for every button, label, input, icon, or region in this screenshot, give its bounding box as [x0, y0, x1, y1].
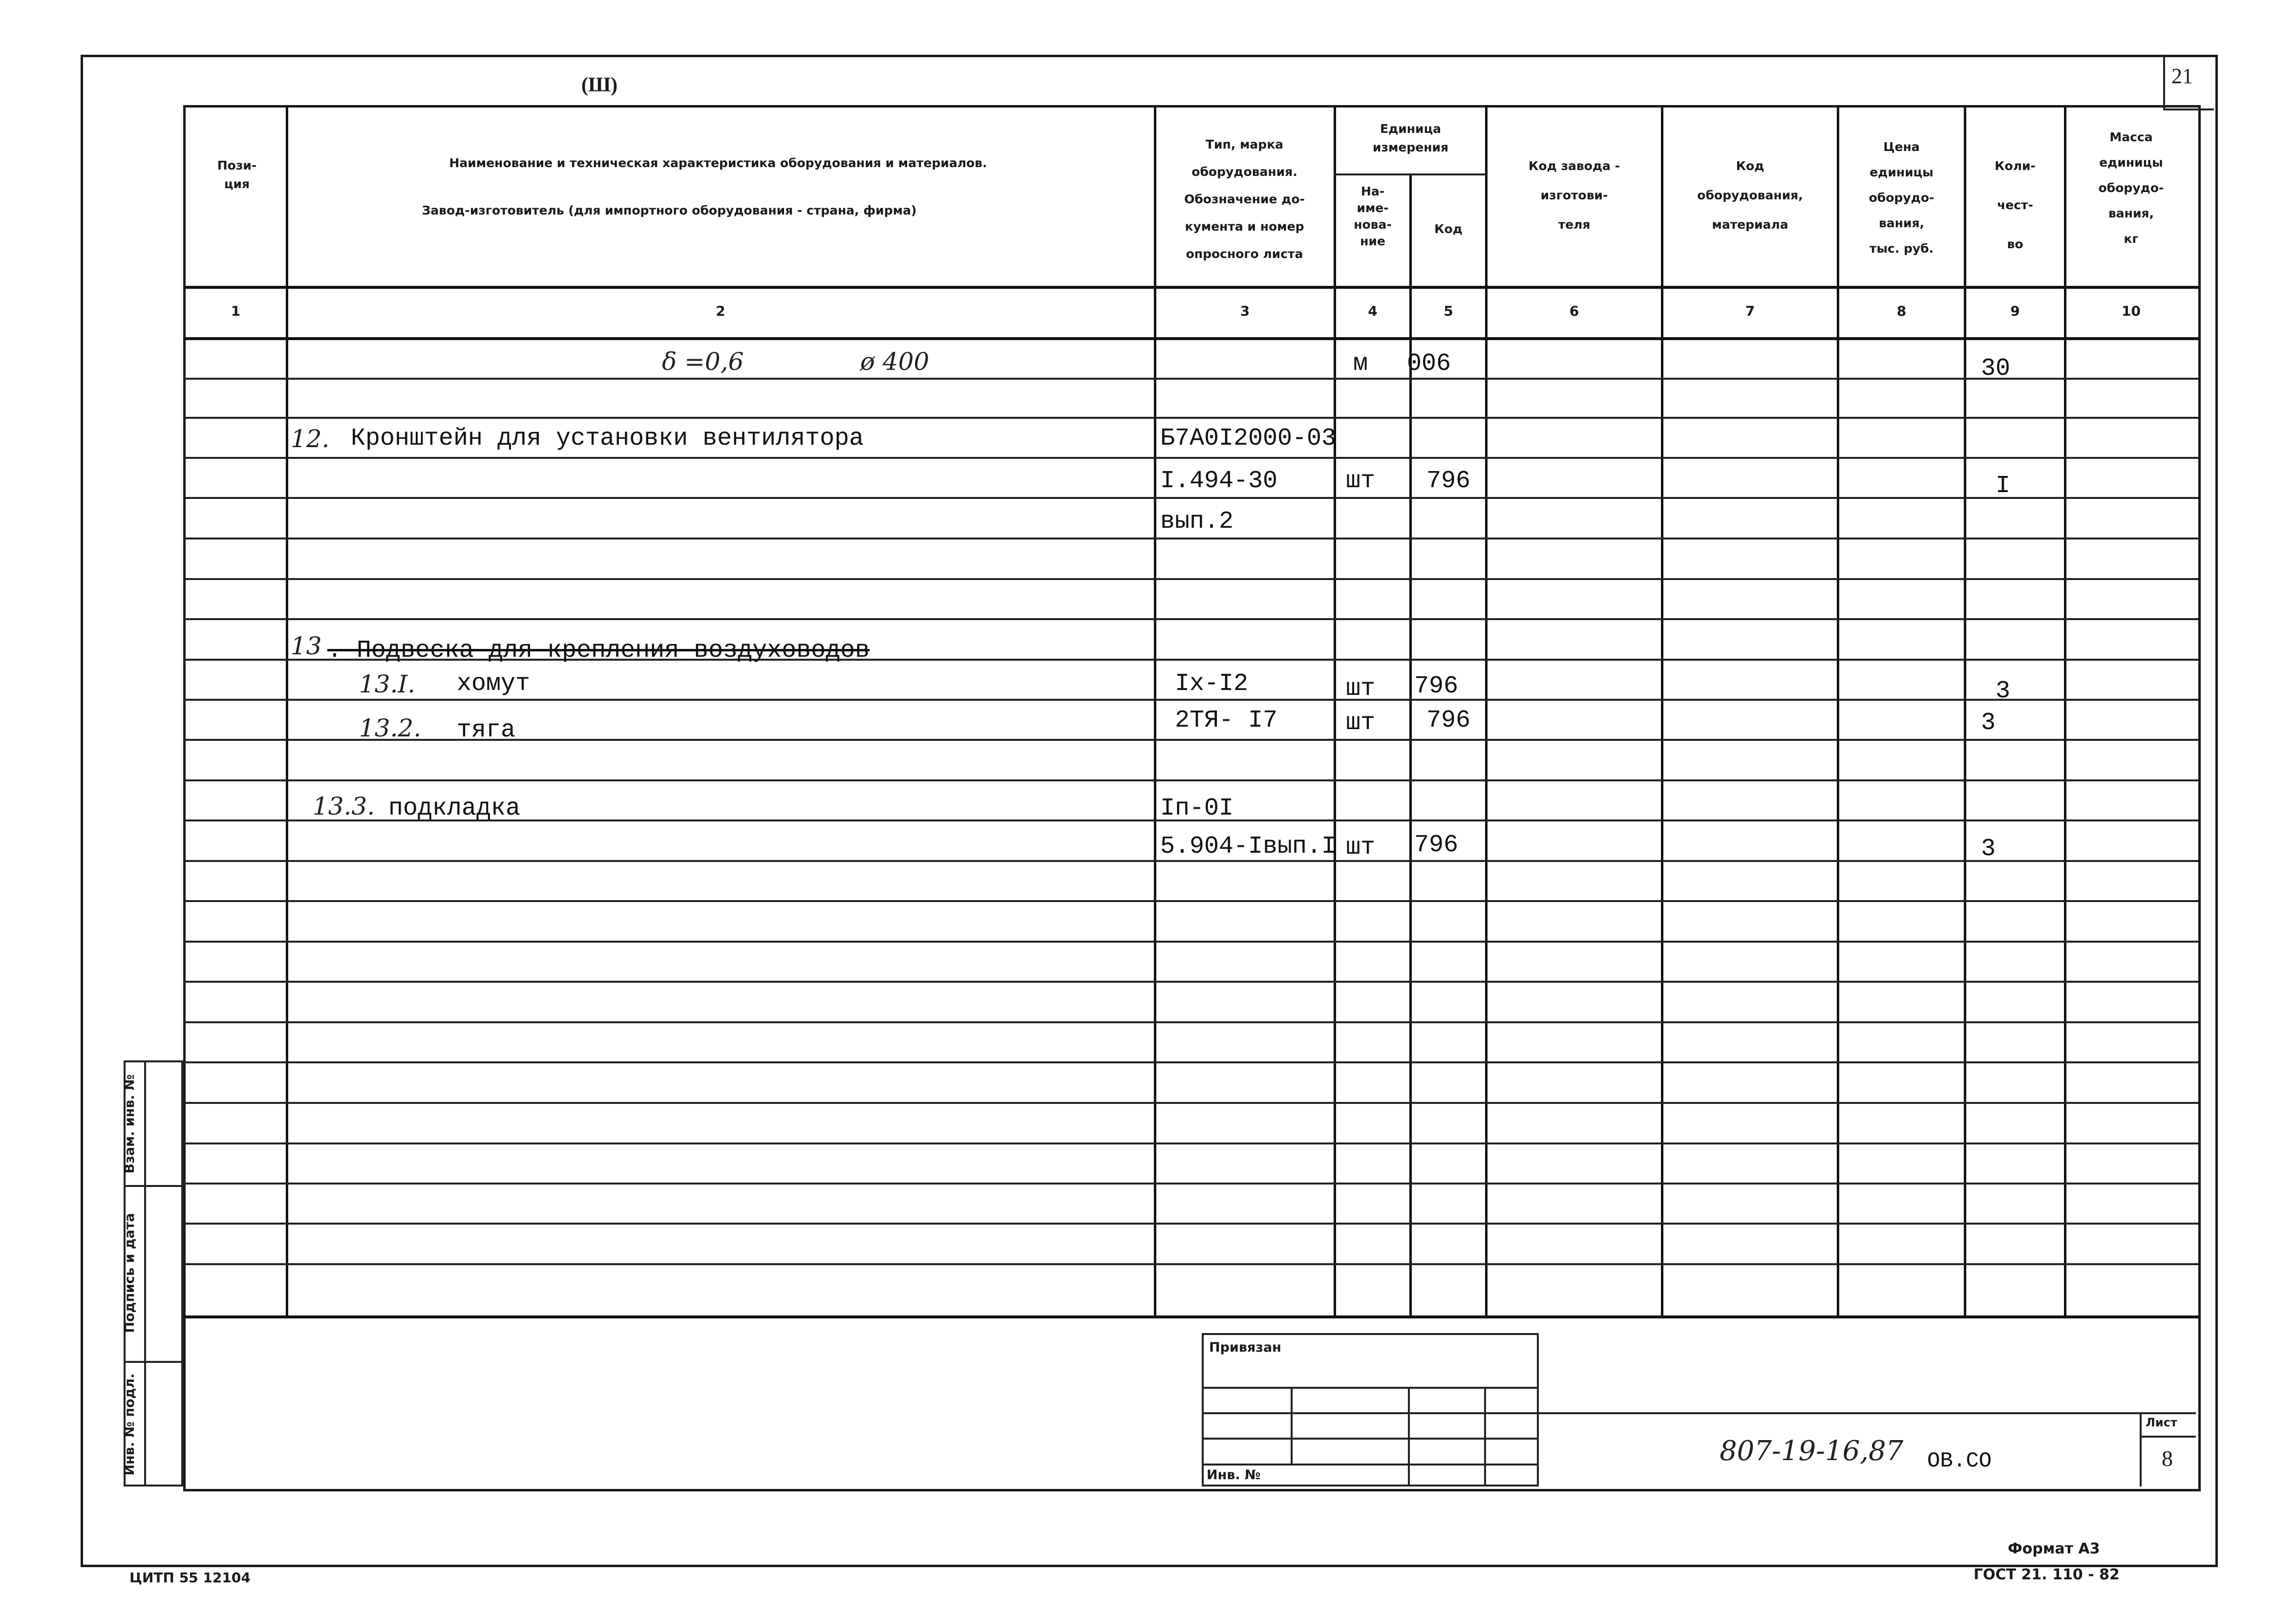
row6-code: 796 — [1414, 672, 1459, 700]
footer-gost: ГОСТ 21. 110 - 82 — [1974, 1566, 2120, 1583]
row3-code: 796 — [1426, 467, 1471, 495]
row6-position: 13.I. — [359, 670, 416, 698]
row3-qty: I — [1996, 472, 2011, 500]
column-number-9: 9 — [2010, 303, 2020, 319]
row6-qty: 3 — [1996, 677, 2011, 705]
row1-code: 006 — [1407, 350, 1451, 378]
row-line — [183, 1223, 2198, 1225]
corner-sheet-number: 21 — [2171, 64, 2193, 88]
column-number-10: 10 — [2122, 303, 2141, 319]
header-position: Пози- ция — [217, 158, 257, 191]
title-block-top-line — [1539, 1412, 2196, 1414]
unit-group-line — [1334, 173, 1485, 175]
row8-position: 13.3. — [313, 792, 375, 820]
row7-position: 13.2. — [359, 714, 422, 742]
row7-name: тяга — [457, 716, 516, 744]
row9-code: 796 — [1414, 831, 1459, 859]
header-price: Цена единицы оборудо- вания, тыс. руб. — [1869, 140, 1935, 256]
col-divider-9 — [2064, 105, 2066, 1317]
row-line — [183, 1183, 2198, 1185]
col-divider-3 — [1334, 105, 1336, 1317]
row2-name: Кронштейн для установки вентилятора — [351, 425, 864, 452]
row-line — [183, 497, 2198, 499]
row8-type: Iп-0I — [1160, 795, 1234, 822]
row3-type: I.494-30 — [1160, 467, 1278, 495]
row7-code: 796 — [1426, 707, 1471, 734]
footer-left-code: ЦИТП 55 12104 — [129, 1570, 251, 1586]
column-number-8: 8 — [1896, 303, 1907, 319]
row-line — [183, 900, 2198, 902]
document-suffix: ОВ.СО — [1927, 1449, 1992, 1473]
row5-position: 13 — [291, 632, 322, 660]
row8-name: подкладка — [388, 795, 521, 822]
row4-type: вып.2 — [1160, 508, 1234, 536]
row-line — [183, 578, 2198, 580]
binding-stamp-line — [1202, 1464, 1539, 1465]
side-label-replacement-inv: Взам. инв. № — [122, 1074, 137, 1174]
row-line — [183, 981, 2198, 983]
header-name-line2: Завод-изготовитель (для импортного оборудования - страна, фирма) — [422, 203, 917, 217]
binding-stamp-label: Привязан — [1209, 1340, 1281, 1355]
row3-unit: шт — [1346, 467, 1376, 495]
col-divider-4 — [1409, 173, 1412, 1317]
col-divider-6 — [1661, 105, 1663, 1317]
row-line — [183, 618, 2198, 620]
side-stamp-vdivider — [144, 1060, 146, 1487]
row1-qty: 30 — [1981, 355, 2011, 383]
row-line — [183, 1263, 2198, 1265]
column-number-3: 3 — [1240, 303, 1250, 319]
row6-name: хомут — [457, 670, 531, 698]
sheet-label: Лист — [2146, 1416, 2177, 1429]
header-name-line1: Наименование и техническая характеристика оборудования и материалов. — [449, 156, 987, 170]
column-number-1: 1 — [231, 303, 241, 319]
row5-name: . Подвеска для крепления воздуховодов — [327, 637, 870, 665]
row-line — [183, 378, 2198, 380]
row2-position: 12. — [291, 425, 330, 453]
row-line — [183, 1061, 2198, 1063]
binding-stamp-vline — [1291, 1387, 1293, 1464]
col-divider-2 — [1154, 105, 1156, 1317]
row-line — [183, 699, 2198, 701]
sheet-number-label-line — [2140, 1436, 2196, 1438]
colnum-bottom-line — [183, 337, 2198, 340]
binding-stamp-vline — [1408, 1387, 1410, 1487]
side-label-signature-date: Подпись и дата — [122, 1213, 137, 1333]
header-unit-group: Единица измерения — [1372, 122, 1449, 154]
sheet-number-divider — [2140, 1412, 2142, 1487]
col-divider-1 — [286, 105, 288, 1317]
header-unit-code: Код — [1434, 222, 1463, 236]
row-line — [183, 779, 2198, 781]
column-number-4: 4 — [1368, 303, 1378, 319]
header-mass: Масса единицы оборудо- вания, кг — [2098, 130, 2164, 246]
document-code: 807-19-16,87 — [1720, 1435, 1904, 1467]
row-line — [183, 457, 2198, 459]
header-quantity: Коли- чест- во — [1995, 159, 2036, 251]
col-divider-8 — [1964, 105, 1966, 1317]
row2-type: Б7А0I2000-03 — [1160, 425, 1337, 452]
binding-stamp-line — [1202, 1438, 1539, 1440]
row-line — [183, 1021, 2198, 1023]
row-line — [183, 538, 2198, 539]
row7-qty: 3 — [1981, 709, 1996, 737]
row6-type: Iх-I2 — [1175, 670, 1249, 698]
row6-unit: шт — [1346, 675, 1376, 703]
binding-stamp-line — [1202, 1412, 1539, 1414]
column-number-6: 6 — [1569, 303, 1579, 319]
side-label-original-inv: Инв. № подл. — [122, 1373, 137, 1476]
row-line — [183, 941, 2198, 943]
sheet-number: 8 — [2162, 1446, 2173, 1471]
row-line — [183, 1142, 2198, 1144]
row9-unit: шт — [1346, 834, 1376, 862]
roman-marker: (Ш) — [581, 74, 618, 96]
row9-qty: 3 — [1981, 835, 1996, 863]
col-divider-5 — [1485, 105, 1488, 1317]
table-body-bottom-line — [183, 1315, 2198, 1318]
header-factory-code: Код завода - изготови- теля — [1528, 159, 1620, 232]
binding-stamp-vline — [1484, 1387, 1486, 1487]
footer-format: Формат А3 — [2008, 1540, 2100, 1557]
binding-stamp-line — [1202, 1387, 1539, 1389]
row7-unit: шт — [1346, 709, 1376, 737]
column-number-2: 2 — [716, 303, 725, 319]
row7-type: 2ТЯ- I7 — [1175, 707, 1278, 734]
header-equipment-code: Код оборудования, материала — [1697, 159, 1803, 232]
row1-unit: м — [1353, 350, 1368, 378]
header-unit-name: На- име- нова- ние — [1354, 184, 1392, 248]
column-number-7: 7 — [1745, 303, 1755, 319]
column-number-5: 5 — [1444, 303, 1453, 319]
header-type: Тип, марка оборудования. Обозначение до- кумента и номер опросного листа — [1184, 137, 1305, 261]
col-divider-7 — [1837, 105, 1839, 1317]
row-line — [183, 417, 2198, 419]
header-bottom-line — [183, 286, 2198, 289]
binding-stamp-inv-label: Инв. № — [1207, 1467, 1261, 1483]
row9-type: 5.904-Iвып.I — [1160, 833, 1337, 861]
row-line — [183, 1102, 2198, 1104]
row1-name: δ =0,6 ø 400 — [662, 347, 930, 376]
